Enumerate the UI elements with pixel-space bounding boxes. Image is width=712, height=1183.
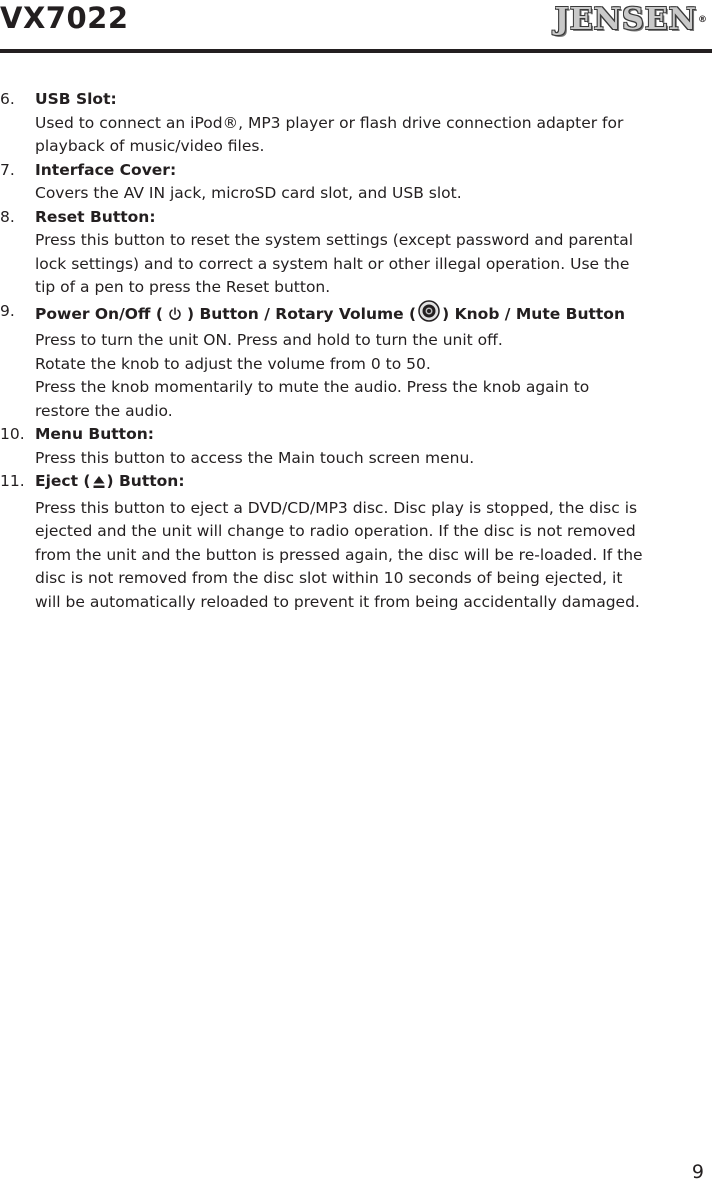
item-title — [35, 300, 712, 330]
item-description: Press this button to reset the system settings (except password and parental lock settings) and to correct a system halt or other illegal operation. Use the tip of a pen to press the Reset button. — [35, 231, 634, 296]
item-number: 11. — [0, 472, 25, 490]
item-title-part: ) Button: — [106, 472, 185, 490]
item-number: 7. — [0, 160, 15, 179]
item-description: Press this button to eject a DVD/CD/MP3 disc. Disc play is stopped, the disc is ejected and the unit will change to radio operation. If the disc is not removed from the unit and the button is pressed again, the disc will be re-loaded. If the disc is not removed from the disc slot within 10 seconds of being ejected, it will be automatically reloaded to prevent it from being accidentally damaged. — [35, 498, 643, 611]
controls-list — [0, 88, 712, 614]
list-item-eject-button — [0, 470, 712, 614]
brand-logo — [555, 2, 708, 38]
item-number: 10. — [0, 425, 25, 443]
item-title-part: Eject ( — [35, 472, 91, 490]
item-title: USB Slot: — [35, 90, 117, 108]
item-title-part: Power On/Off ( — [35, 304, 163, 323]
model-number: VX7022 — [0, 1, 129, 35]
brand-logo-text: JENSEN — [554, 2, 697, 37]
item-description: Covers the AV IN jack, microSD card slot, and USB slot. — [35, 184, 462, 202]
item-title: Interface Cover: — [35, 160, 177, 179]
item-title-part: ) Knob / Mute Button — [442, 304, 625, 323]
item-number: 8. — [0, 207, 15, 226]
item-number: 9. — [0, 301, 15, 320]
item-description: Press this button to access the Main touch screen menu. — [35, 448, 475, 467]
item-description: Used to connect an iPod®, MP3 player or flash drive connection adapter for playback of music/video files. — [35, 113, 624, 155]
item-title: Reset Button: — [35, 207, 156, 226]
header-rule — [0, 49, 712, 53]
list-item-interface-cover — [0, 159, 712, 206]
power-icon — [165, 306, 185, 330]
registered-mark: ® — [698, 15, 708, 25]
list-item-menu-button — [0, 423, 712, 470]
eject-icon — [93, 473, 105, 497]
list-item-reset-button — [0, 206, 712, 300]
item-title-part: ) Button / Rotary Volume ( — [186, 304, 417, 323]
item-title: Menu Button: — [35, 425, 154, 443]
page-number: 9 — [691, 1161, 704, 1183]
volume-knob-icon — [418, 300, 440, 330]
item-number: 6. — [0, 90, 15, 108]
list-item-power-volume — [0, 300, 712, 424]
page-header — [0, 0, 712, 56]
item-title — [35, 470, 712, 497]
list-item-usb-slot — [0, 88, 712, 159]
item-description: Press to turn the unit ON. Press and hold to turn the unit off. Rotate the knob to adjust the volume from 0 to 50. Press the knob momentarily to mute the audio. Press the knob again to restore the audio. — [35, 331, 590, 420]
